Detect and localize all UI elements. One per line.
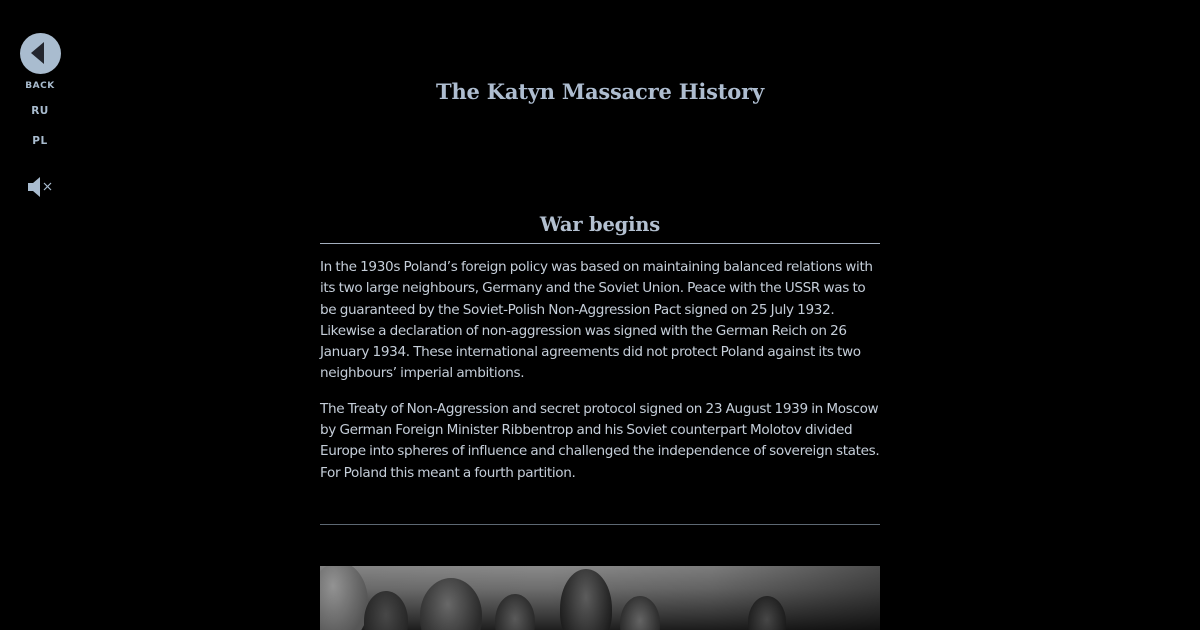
section-divider [320,524,880,525]
language-ru-link[interactable]: RU [31,105,49,117]
language-pl-link[interactable]: PL [32,135,48,147]
photo-vignette [320,566,880,630]
paragraph: The Treaty of Non-Aggression and secret protocol signed on 23 August 1939 in Moscow by German Foreign Minister Ribbentrop and his Soviet counterpart Molotov divided Europe into spheres of influence and challenged the independence of sovereign states. For Poland this meant a fourth partition. [320,400,880,481]
back-button[interactable] [20,33,61,74]
section-body [320,257,880,498]
page-title: The Katyn Massacre History [436,79,764,104]
historical-photo [320,566,880,630]
mute-toggle-button[interactable] [27,177,55,197]
heading-divider [320,243,880,244]
paragraph: In the 1930s Poland’s foreign policy was based on maintaining balanced relations with its two large neighbours, Germany and the Soviet Union. Peace with the USSR was to be guaranteed by the Soviet-Polish Non-Aggression Pact signed on 25 July 1932. Likewise a declaration of non-aggression was signed with the German Reich on 26 January 1934. These international agreements did not protect Poland against its two neighbours’ imperial ambitions. [320,259,873,382]
section-heading: War begins [539,213,661,236]
back-arrow-icon [31,42,44,64]
speaker-muted-icon [27,177,55,197]
back-label[interactable]: BACK [25,81,55,91]
